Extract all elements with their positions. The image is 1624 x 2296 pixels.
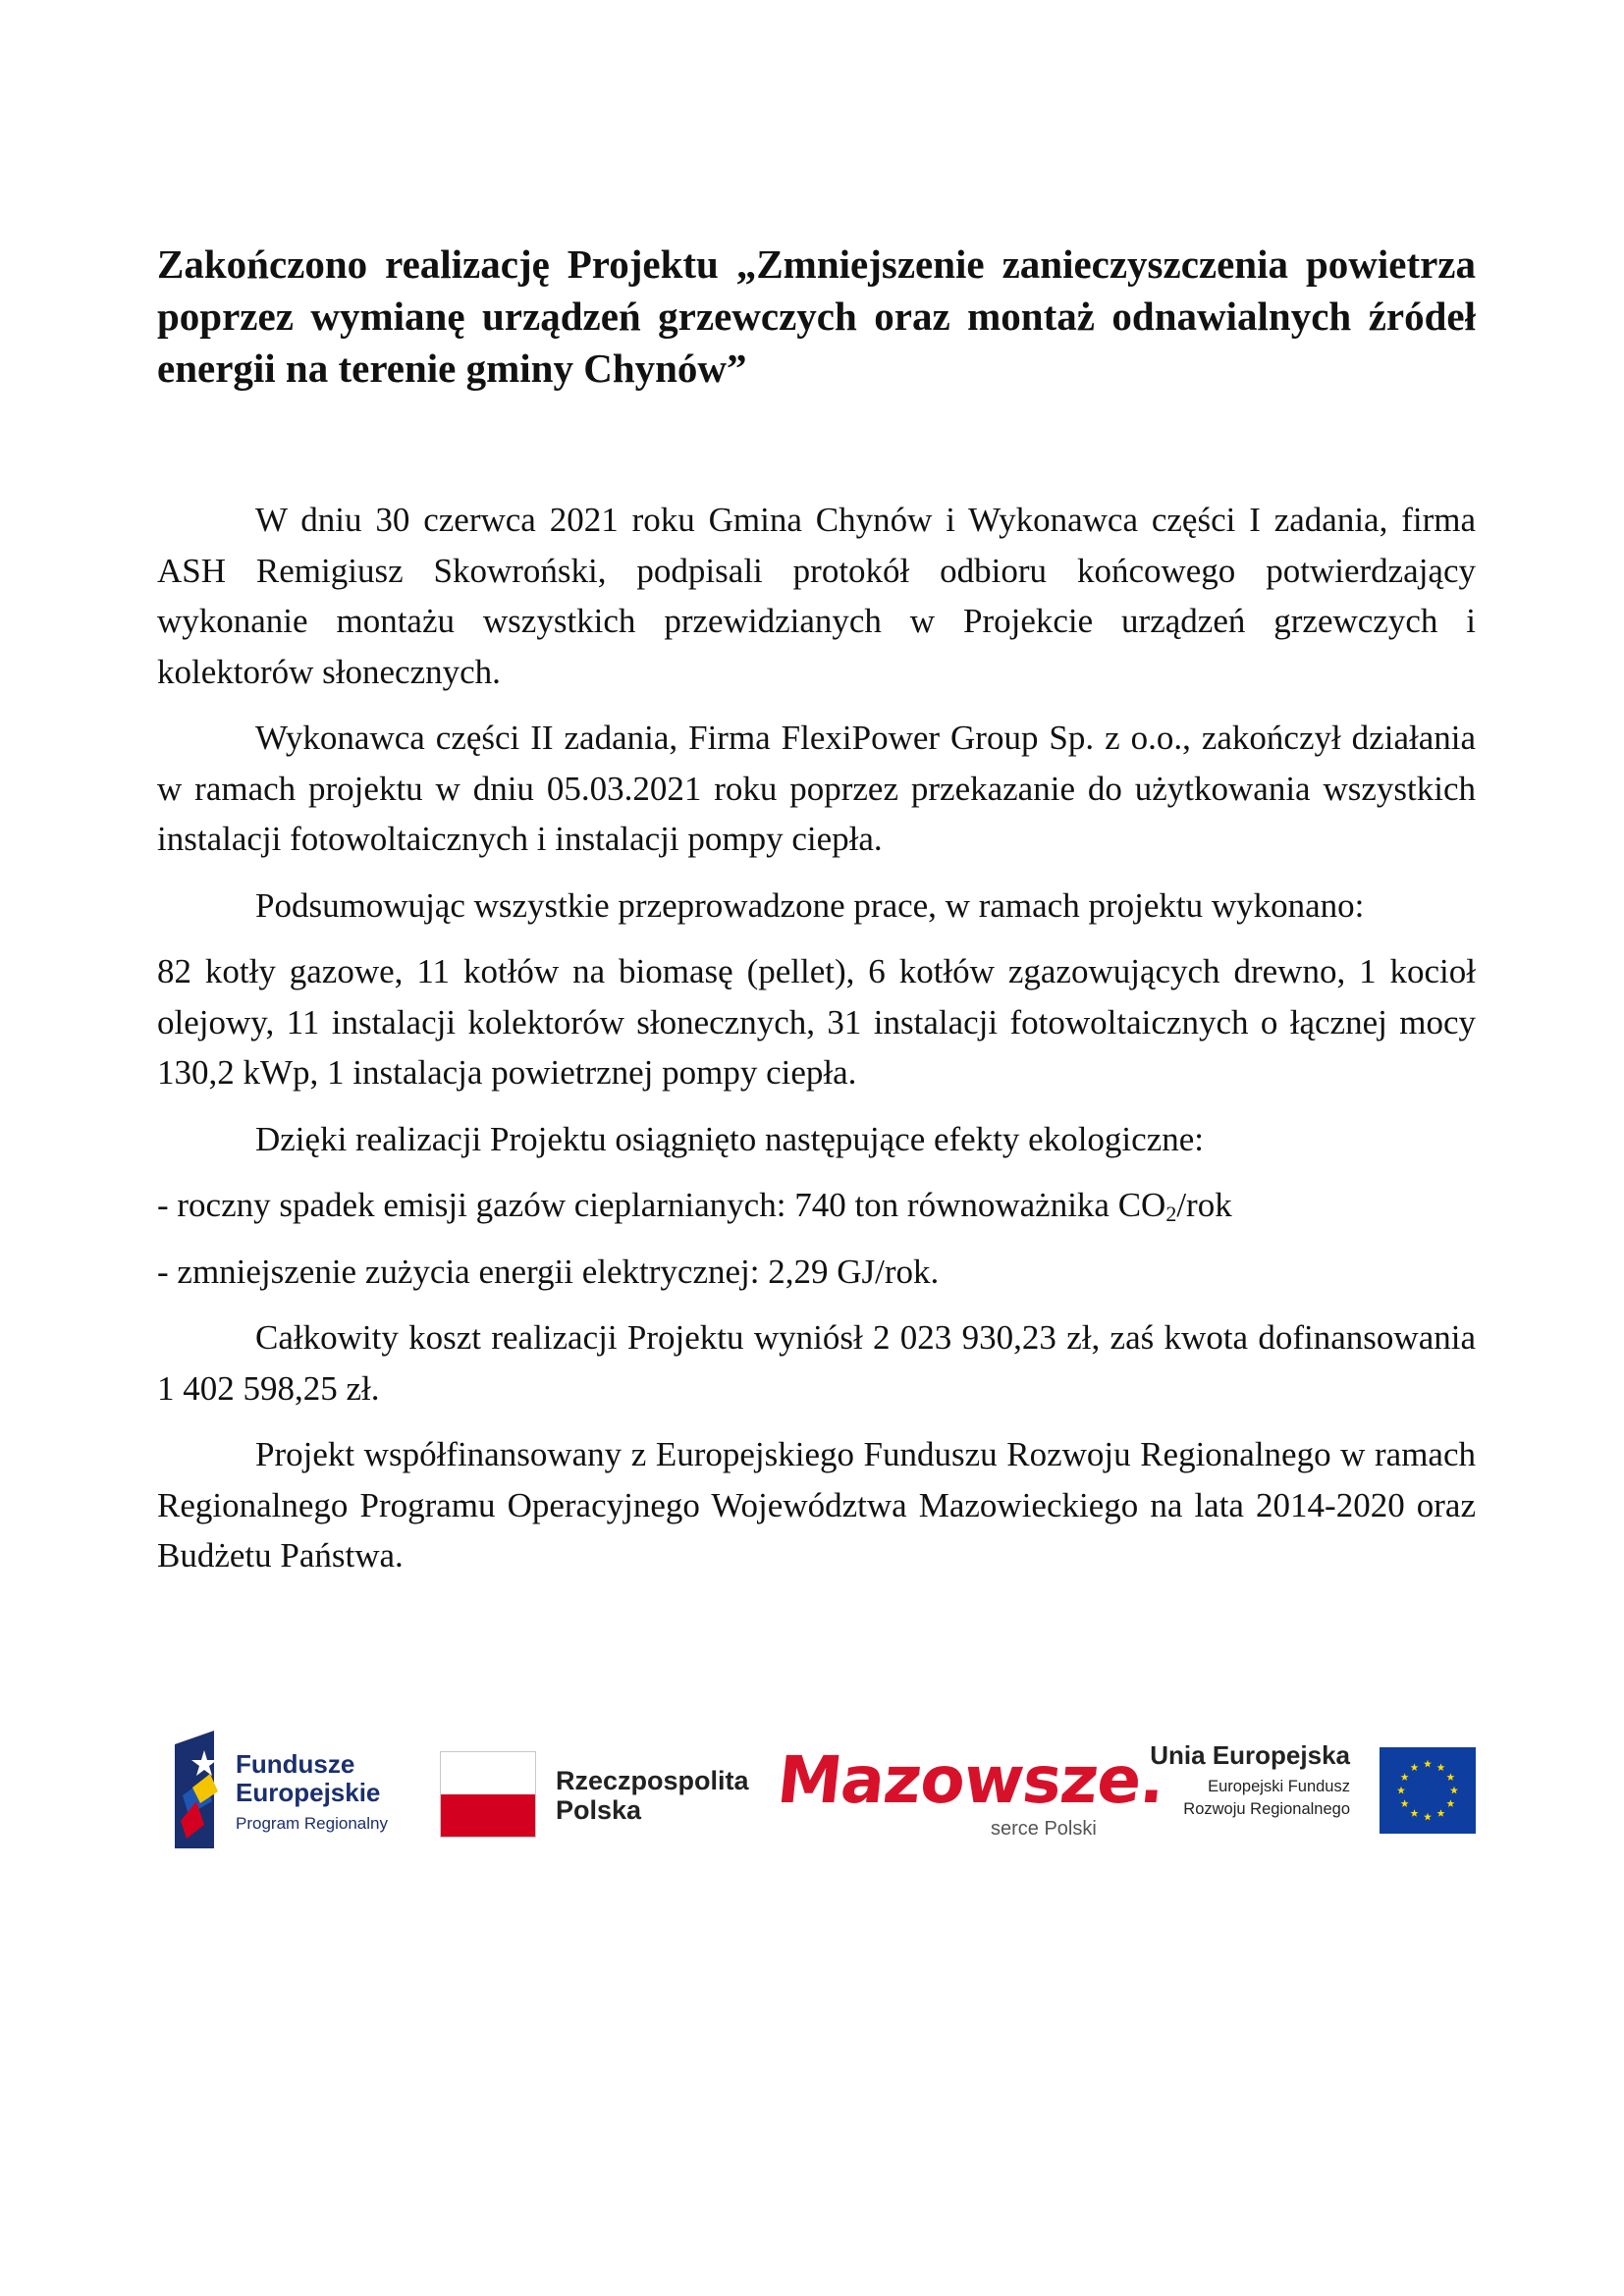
emission-text: - roczny spadek emisji gazów cieplarnianych: 740 ton równoważnika CO <box>157 1186 1166 1224</box>
rzeczpospolita-label: Rzeczpospolita <box>556 1766 749 1795</box>
fundusze-europejskie-logo <box>175 1731 401 1853</box>
paragraph-contractor-part-two: Wykonawca części II zadania, Firma FlexiPower Group Sp. z o.o., zakończył działania w ramach projektu w dniu 05.03.2021 roku poprzez przekazanie do użytkowania wszystkich instalacji fotowoltaicznych i instalacji pompy ciepła. <box>157 719 1476 858</box>
co2-subscript: 2 <box>1165 1201 1177 1226</box>
program-regionalny-label: Program Regionalny <box>236 1814 388 1833</box>
europejski-fundusz-label: Europejski Fundusz <box>1208 1778 1350 1795</box>
fundusze-europejskie-emblem-icon <box>175 1731 230 1848</box>
mazowsze-tagline: serce Polski <box>991 1818 1097 1840</box>
polska-label: Polska <box>556 1795 642 1825</box>
paragraph-project-cost: Całkowity koszt realizacji Projektu wyniósł 2 023 930,23 zł, zaś kwota dofinansowania 1 402 598,25 zł. <box>157 1318 1476 1408</box>
paragraph-acceptance-protocol: W dniu 30 czerwca 2021 roku Gmina Chynów i Wykonawca części I zadania, firma ASH Remigiusz Skowroński, podpisali protokół odbioru końcowego potwierdzający wykonanie montażu wszystkich przewidzianych w Projekcie urządzeń grzewczych i kolektorów słonecznych. <box>157 501 1476 691</box>
logo-strip <box>157 1723 1476 1860</box>
paragraph-summary-intro: Podsumowując wszystkie przeprowadzone prace, w ramach projektu wykonano: <box>255 885 1365 925</box>
emission-unit: /rok <box>1176 1186 1232 1224</box>
paragraph-energy-reduction: - zmniejszenie zużycia energii elektrycznej: 2,29 GJ/rok. <box>157 1252 940 1291</box>
mazowsze-wordmark: Mazowsze. <box>774 1742 1168 1818</box>
paragraph-emission-reduction <box>157 1180 1476 1231</box>
paragraph-installed-equipment: 82 kotły gazowe, 11 kotłów na biomasę (pellet), 6 kotłów zgazowujących drewno, 1 kocioł olejowy, 11 instalacji kolektorów słonecznych, 31 instalacji fotowoltaicznych o łącznej mocy 130,2 kWp, 1 instalacja powietrznej pompy ciepła. <box>157 952 1476 1092</box>
fundusze-label: Fundusze <box>236 1749 355 1779</box>
paragraph-ecological-effects-intro: Dzięki realizacji Projektu osiągnięto następujące efekty ekologiczne: <box>255 1119 1204 1158</box>
unia-europejska-logo <box>1150 1739 1476 1847</box>
document-title: Zakończono realizację Projektu „Zmniejszenie zanieczyszczenia powietrza poprzez wymianę urządzeń grzewczych oraz montaż odnawialnych źródeł energii na terenie gminy Chynów” <box>157 241 1476 391</box>
paragraph-cofinancing: Projekt współfinansowany z Europejskiego Funduszu Rozwoju Regionalnego w ramach Regionalnego Programu Operacyjnego Województwa Mazowieckiego na lata 2014-2020 oraz Budżetu Państwa. <box>157 1435 1476 1575</box>
rozwoju-regionalnego-label: Rozwoju Regionalnego <box>1183 1800 1350 1818</box>
rzeczpospolita-polska-logo <box>440 1751 749 1844</box>
europejskie-label: Europejskie <box>236 1778 381 1807</box>
mazowsze-logo <box>774 1742 1168 1850</box>
eu-flag-icon <box>1380 1747 1476 1834</box>
polish-flag-icon <box>440 1751 536 1838</box>
unia-europejska-label: Unia Europejska <box>1150 1740 1350 1770</box>
document-body <box>157 495 1476 1597</box>
